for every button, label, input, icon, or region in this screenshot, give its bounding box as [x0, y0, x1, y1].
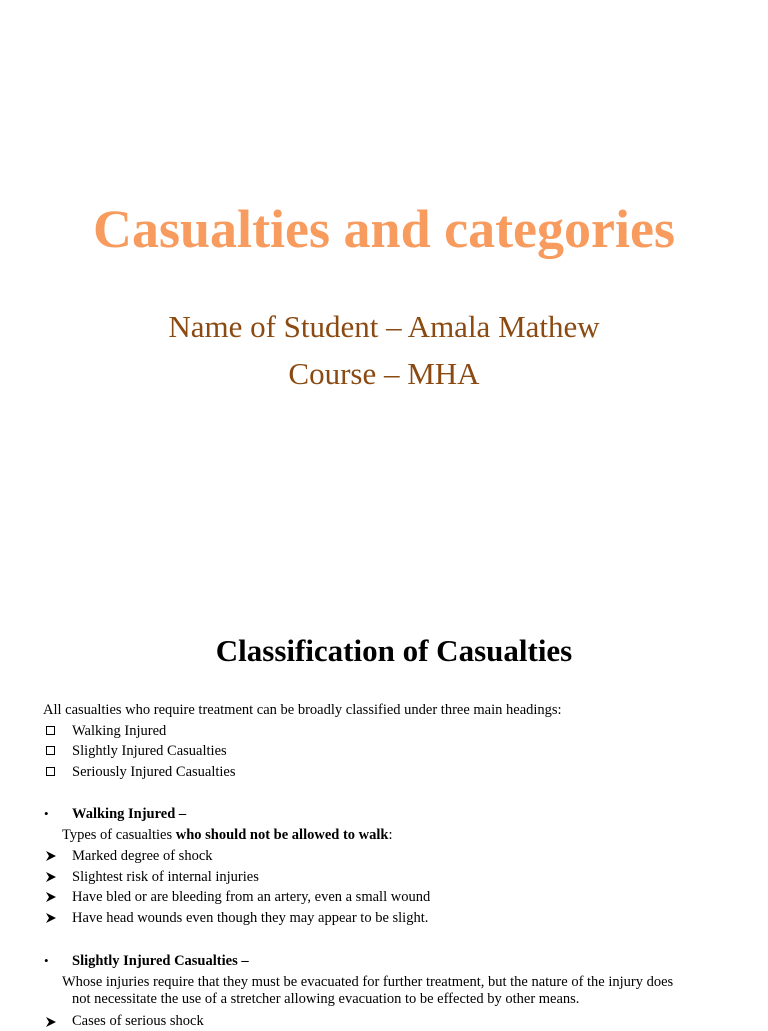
section-heading: Classification of Casualties — [215, 633, 573, 668]
slightly-title: Slightly Injured Casualties – — [72, 953, 249, 969]
arrow-bullet-icon — [45, 891, 57, 903]
heading-item-seriously: Seriously Injured Casualties — [72, 764, 236, 780]
walking-item: Marked degree of shock — [72, 848, 213, 864]
course-name: Course – MHA — [288, 356, 480, 391]
slide-title: Casualties and categories — [93, 199, 675, 259]
student-name: Name of Student – Amala Mathew — [168, 309, 600, 344]
slightly-desc-line: not necessitate the use of a stretcher allowing evacuation to be effected by other means. — [72, 991, 580, 1007]
intro-text: All casualties who require treatment can be broadly classified under three main headings: — [43, 702, 562, 718]
checkbox-icon — [46, 746, 55, 755]
arrow-bullet-icon — [45, 871, 57, 883]
walking-item: Have bled or are bleeding from an artery, even a small wound — [72, 889, 431, 905]
walking-title: Walking Injured – — [72, 806, 187, 822]
arrow-bullet-icon — [45, 912, 57, 924]
bullet-icon: • — [44, 953, 49, 968]
walking-item: Have head wounds even though they may appear to be slight. — [72, 910, 429, 926]
arrow-bullet-icon — [45, 1016, 57, 1028]
slightly-desc-line: Whose injuries require that they must be evacuated for further treatment, but the nature of the injury does — [62, 974, 674, 990]
heading-item-slightly: Slightly Injured Casualties — [72, 743, 227, 759]
slightly-item: Cases of serious shock — [72, 1013, 204, 1029]
heading-item-walking: Walking Injured — [72, 723, 167, 739]
arrow-bullet-icon — [45, 850, 57, 862]
walking-item: Slightest risk of internal injuries — [72, 869, 259, 885]
bullet-icon: • — [44, 806, 49, 821]
checkbox-icon — [46, 726, 55, 735]
walking-desc: Types of casualties who should not be allowed to walk: — [62, 827, 393, 843]
checkbox-icon — [46, 767, 55, 776]
